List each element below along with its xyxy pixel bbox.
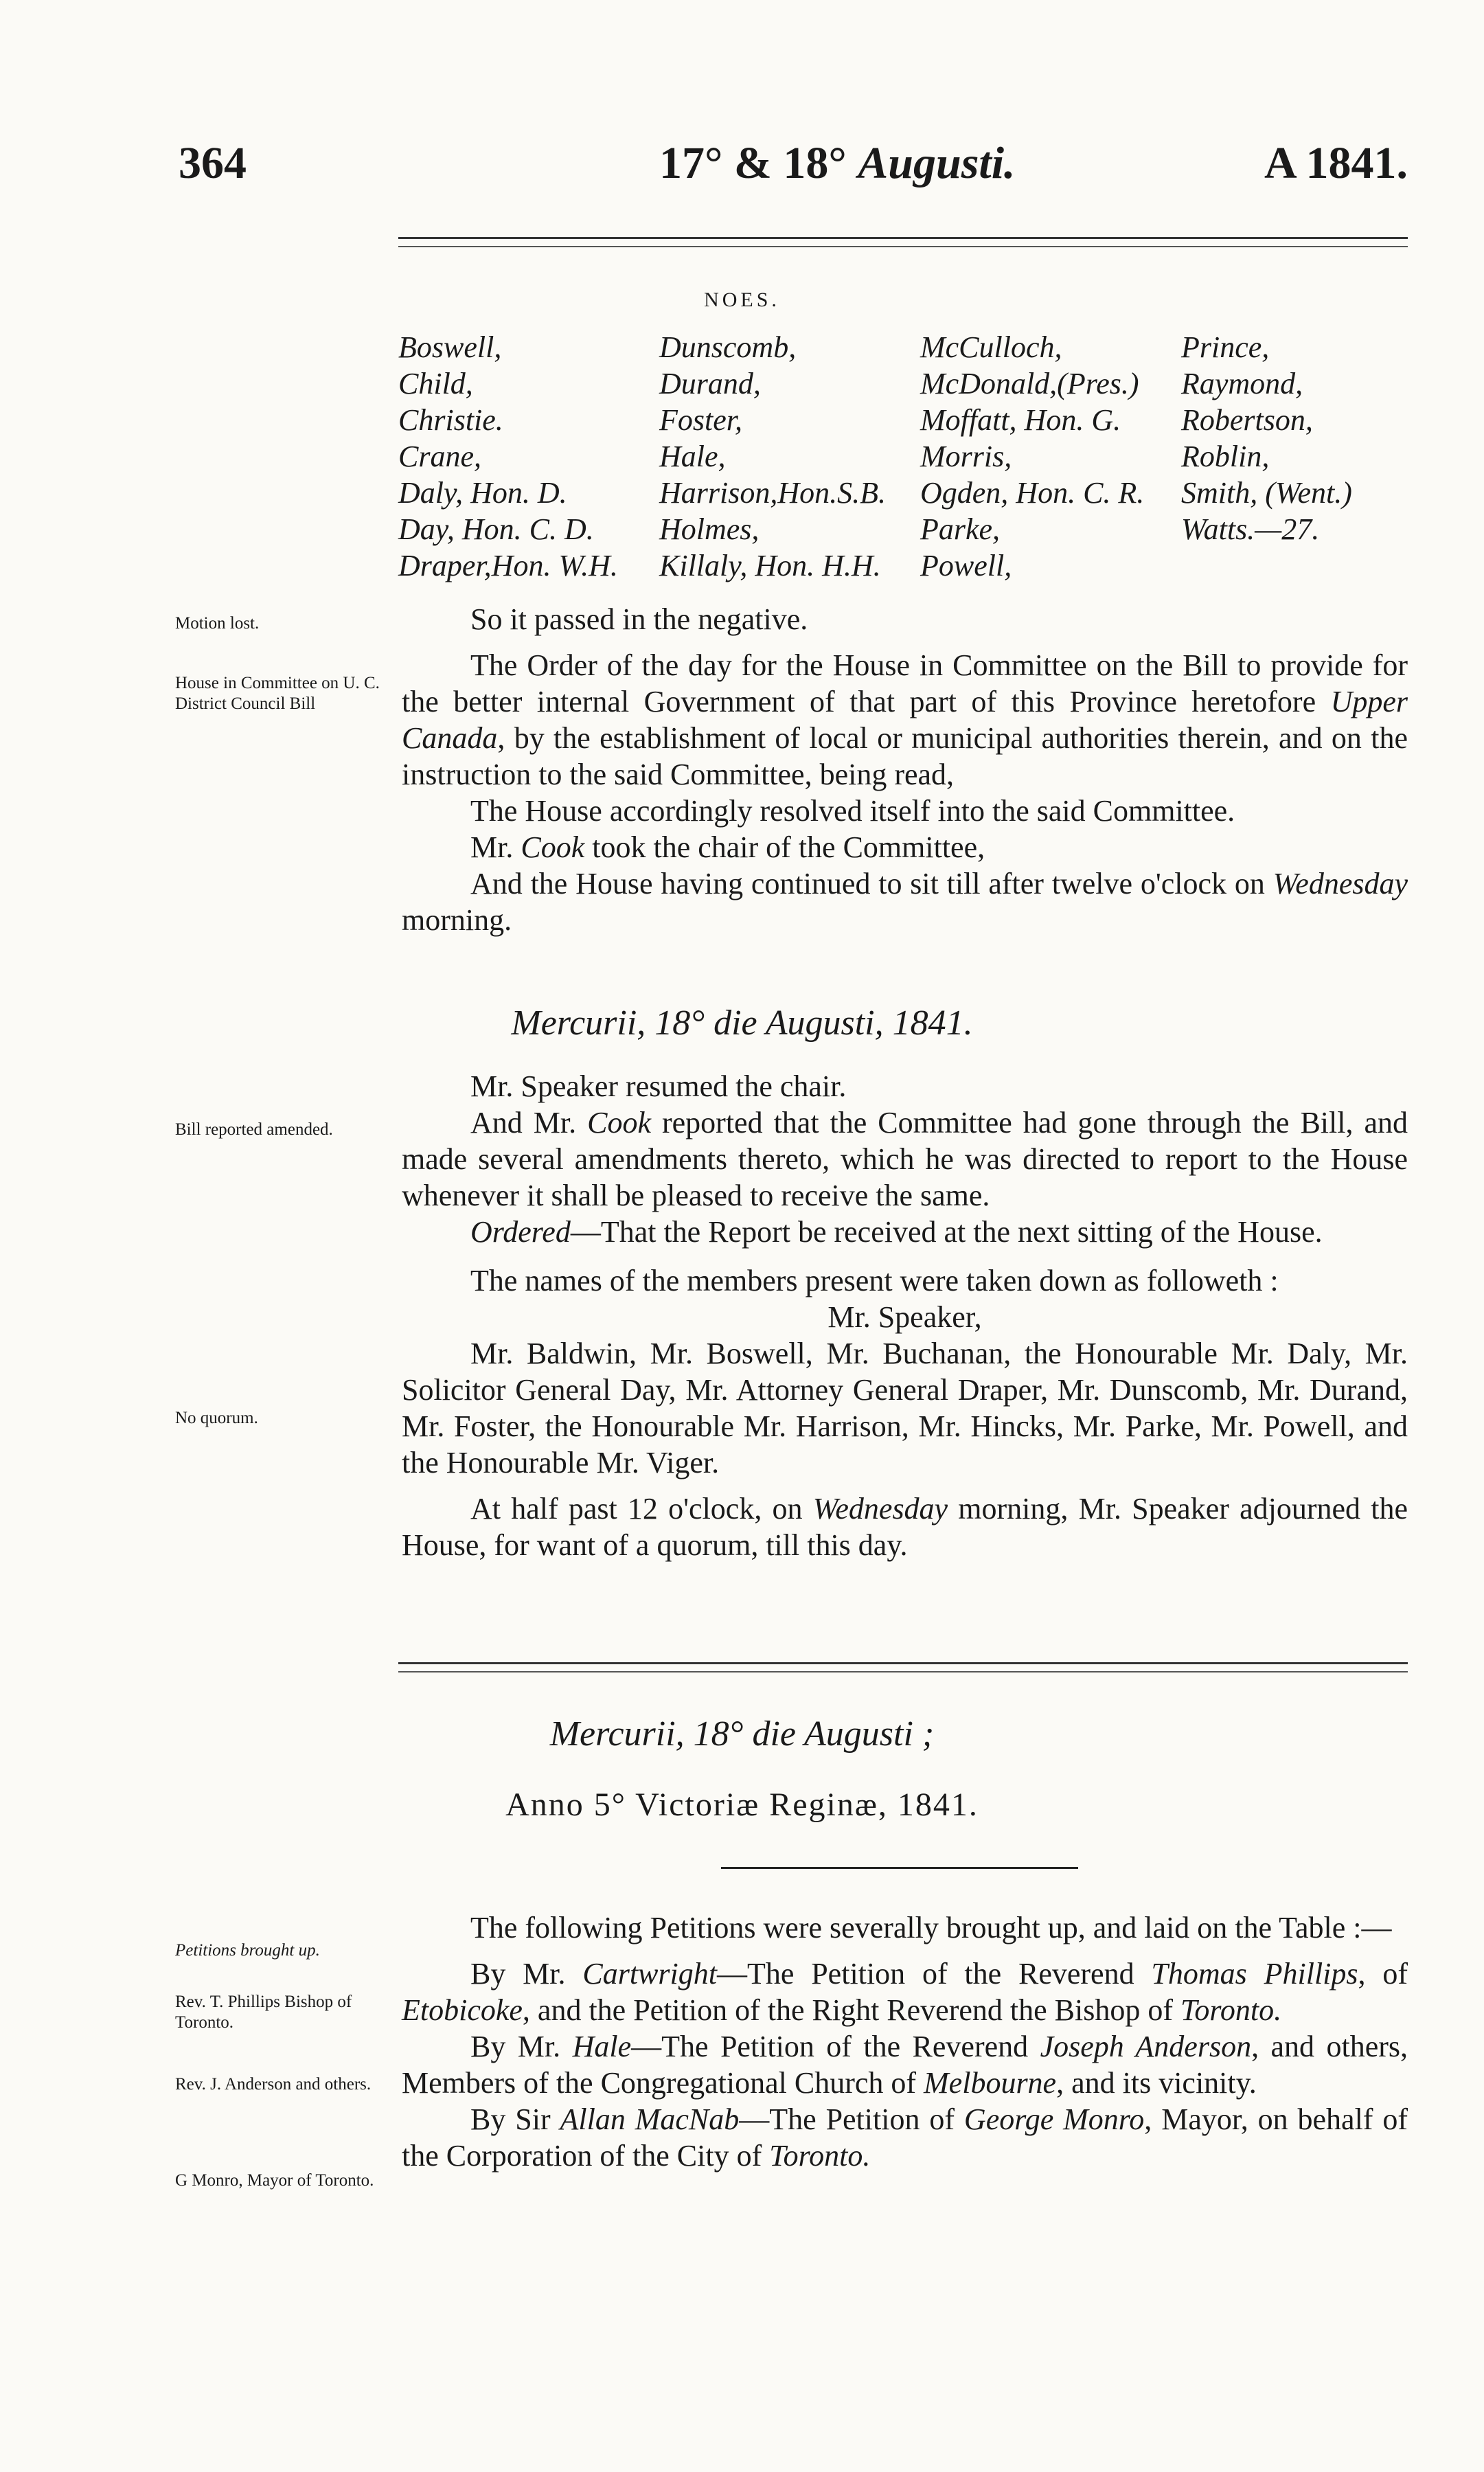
reported-a: And Mr. — [470, 1106, 588, 1139]
margin-note-motion-lost: Motion lost. — [175, 614, 260, 633]
noes-row — [398, 439, 1428, 475]
noes-name: Daly, Hon. D. — [398, 476, 567, 510]
margin-note-phillips: Rev. T. Phillips Bishop of Toronto. — [175, 1993, 352, 2032]
noes-name: Dunscomb, — [659, 330, 797, 364]
noes-name: Smith, (Went.) — [1181, 476, 1352, 510]
pet1-etobicoke: Etobicoke — [402, 1993, 523, 2027]
proceedings-block-2 — [402, 1068, 1408, 1563]
noes-name: Prince, — [1181, 330, 1270, 364]
noes-name: Child, — [398, 367, 473, 400]
ordered-b: —That the Report be received at the next sitting of the House. — [570, 1215, 1323, 1249]
margin-note-no-quorum: No quorum. — [175, 1409, 258, 1427]
pet1-a: By Mr. — [470, 1957, 583, 1991]
noes-name: Harrison,Hon.S.B. — [659, 476, 887, 510]
header-date-prefix: 17° & 18° — [659, 138, 847, 188]
noes-name: Foster, — [659, 403, 742, 437]
pet1-c: , of — [1358, 1957, 1408, 1991]
cook-name-2: Cook — [587, 1106, 651, 1139]
reported-paragraph — [402, 1104, 1408, 1214]
margin-note-house-committee: House in Committee on U. C. District Council Bill — [175, 674, 380, 713]
pet1-toronto: Toronto. — [1180, 1993, 1282, 2027]
heading-mercurii-2: Mercurii, 18° die Augusti ; — [549, 1714, 935, 1754]
noes-title: NOES. — [704, 288, 780, 311]
petitions-intro: The following Petitions were severally brought up, and laid on the Table :— — [470, 1911, 1392, 1944]
cook-chair-b: took the chair of the Committee, — [584, 830, 985, 864]
pet2-melbourne: Melbourne — [924, 2066, 1057, 2100]
speaker-resumed: Mr. Speaker resumed the chair. — [470, 1069, 847, 1103]
pet3-monro: George Monro — [963, 2102, 1145, 2136]
header-date-month: Augusti. — [858, 138, 1016, 188]
noes-name: Raymond, — [1181, 367, 1303, 400]
noes-row — [398, 512, 1428, 548]
header-year: A 1841. — [1264, 138, 1408, 188]
pet1-b: —The Petition of the Reverend — [716, 1957, 1152, 1991]
pet2-b: —The Petition of the Reverend — [631, 2030, 1040, 2063]
header-rule — [398, 237, 1408, 247]
proceedings-block-1 — [402, 601, 1408, 938]
noes-name: Powell, — [920, 549, 1012, 582]
pet3-macnab: Allan MacNab — [560, 2102, 740, 2136]
pet3-c: , Mayor, on behalf of the Corporation of the City of — [402, 2102, 1408, 2173]
noes-name: Holmes, — [659, 512, 760, 546]
cook-name: Cook — [521, 830, 585, 864]
ordered-word: Ordered — [470, 1215, 571, 1249]
margin-note-bill-reported: Bill reported amended. — [175, 1120, 333, 1139]
names-intro: The names of the members present were taken down as followeth : — [470, 1264, 1279, 1297]
page-number: 364 — [179, 138, 247, 188]
continued-b: morning. — [402, 903, 512, 937]
petition-phillips — [402, 1955, 1408, 2028]
noes-row — [398, 330, 1428, 366]
pet2-anderson: Joseph Anderson — [1040, 2030, 1252, 2063]
pet3-b: —The Petition of — [739, 2102, 964, 2136]
continued-a: And the House having continued to sit till after twelve o'clock on — [470, 867, 1273, 900]
noes-row — [398, 402, 1428, 439]
section-rule — [398, 1662, 1408, 1672]
margin-note-monro: G Monro, Mayor of Toronto. — [175, 2171, 374, 2190]
order-upper-canada: Upper Canada — [402, 685, 1408, 755]
pet2-d: , and its vicinity. — [1056, 2066, 1257, 2100]
noes-name: Robertson, — [1181, 403, 1313, 437]
noes-name: Parke, — [920, 512, 1001, 546]
order-text-2: , by the establishment of local or municipal authorities therein, and on the instruction to the said Committee, being read, — [402, 721, 1408, 791]
members-paragraph: Mr. Baldwin, Mr. Boswell, Mr. Buchanan, the Honourable Mr. Daly, Mr. Solicitor General Day, Mr. Attorney General Draper, Mr. Dunscomb, Mr. Durand, Mr. Foster, the Honourable Mr. Harrison, Mr. Hincks, Mr. Parke, Mr. Powell, and the Honourable Mr. Viger. — [402, 1337, 1408, 1479]
adjourn-b: morning, Mr. Speaker adjourned the House, for want of a quorum, till this day. — [402, 1492, 1408, 1562]
cook-chair-line — [402, 829, 1408, 865]
petition-monro — [402, 2101, 1408, 2174]
noes-row — [398, 548, 1428, 585]
noes-name: McCulloch, — [920, 330, 1062, 364]
noes-name: Killaly, Hon. H.H. — [659, 549, 881, 582]
wednesday-word: Wednesday — [1272, 867, 1408, 900]
noes-row — [398, 475, 1428, 512]
noes-name: Draper,Hon. W.H. — [398, 549, 618, 582]
resolved-line: The House accordingly resolved itself into the said Committee. — [470, 794, 1235, 828]
noes-name: McDonald,(Pres.) — [920, 367, 1139, 400]
noes-name: Ogden, Hon. C. R. — [920, 476, 1145, 510]
noes-name: Roblin, — [1181, 440, 1270, 473]
petition-anderson — [402, 2028, 1408, 2101]
adjourn-paragraph — [402, 1490, 1408, 1563]
continued-line — [402, 865, 1408, 938]
short-rule — [721, 1867, 1078, 1869]
pet2-hale: Hale — [572, 2030, 632, 2063]
order-paragraph — [402, 647, 1408, 793]
pet1-phillips: Thomas Phillips — [1151, 1957, 1358, 1991]
noes-name: Christie. — [398, 403, 503, 437]
noes-name: Durand, — [659, 367, 761, 400]
page-header — [179, 137, 1408, 206]
cook-chair-a: Mr. — [470, 830, 521, 864]
wednesday-word-2: Wednesday — [812, 1492, 948, 1526]
noes-name: Morris, — [920, 440, 1012, 473]
pet2-c: , and others, Members of the Congregational Church of — [402, 2030, 1408, 2100]
pet1-d: , and the Petition of the Right Reverend the Bishop of — [522, 1993, 1180, 2027]
negative-line: So it passed in the negative. — [470, 602, 808, 636]
margin-note-petitions: Petitions brought up. — [175, 1941, 320, 1960]
heading-anno: Anno 5° Victoriæ Reginæ, 1841. — [505, 1787, 979, 1823]
ordered-paragraph — [402, 1214, 1408, 1250]
pet3-a: By Sir — [470, 2102, 560, 2136]
heading-mercurii-1: Mercurii, 18° die Augusti, 1841. — [511, 1003, 973, 1043]
noes-list — [398, 330, 1428, 585]
header-date — [659, 137, 1016, 190]
noes-name: Boswell, — [398, 330, 502, 364]
adjourn-a: At half past 12 o'clock, on — [470, 1492, 813, 1526]
noes-name: Watts.—27. — [1181, 512, 1320, 546]
pet2-a: By Mr. — [470, 2030, 573, 2063]
noes-name: Hale, — [659, 440, 726, 473]
noes-name: Moffatt, Hon. G. — [920, 403, 1121, 437]
noes-name: Crane, — [398, 440, 481, 473]
pet3-toronto: Toronto. — [769, 2139, 871, 2173]
noes-row — [398, 366, 1428, 402]
reported-b: reported that the Committee had gone through the Bill, and made several amendments thereto, which he was directed to report to the House whenever it shall be pleased to receive the same. — [402, 1106, 1408, 1212]
pet1-cartwright: Cartwright — [582, 1957, 717, 1991]
petitions-block — [402, 1909, 1408, 2174]
noes-name: Day, Hon. C. D. — [398, 512, 594, 546]
order-text-1: The Order of the day for the House in Committee on the Bill to provide for the better internal Government of that part of this Province heretofore — [402, 648, 1408, 718]
mr-speaker: Mr. Speaker, — [827, 1300, 982, 1334]
margin-note-anderson: Rev. J. Anderson and others. — [175, 2075, 372, 2094]
